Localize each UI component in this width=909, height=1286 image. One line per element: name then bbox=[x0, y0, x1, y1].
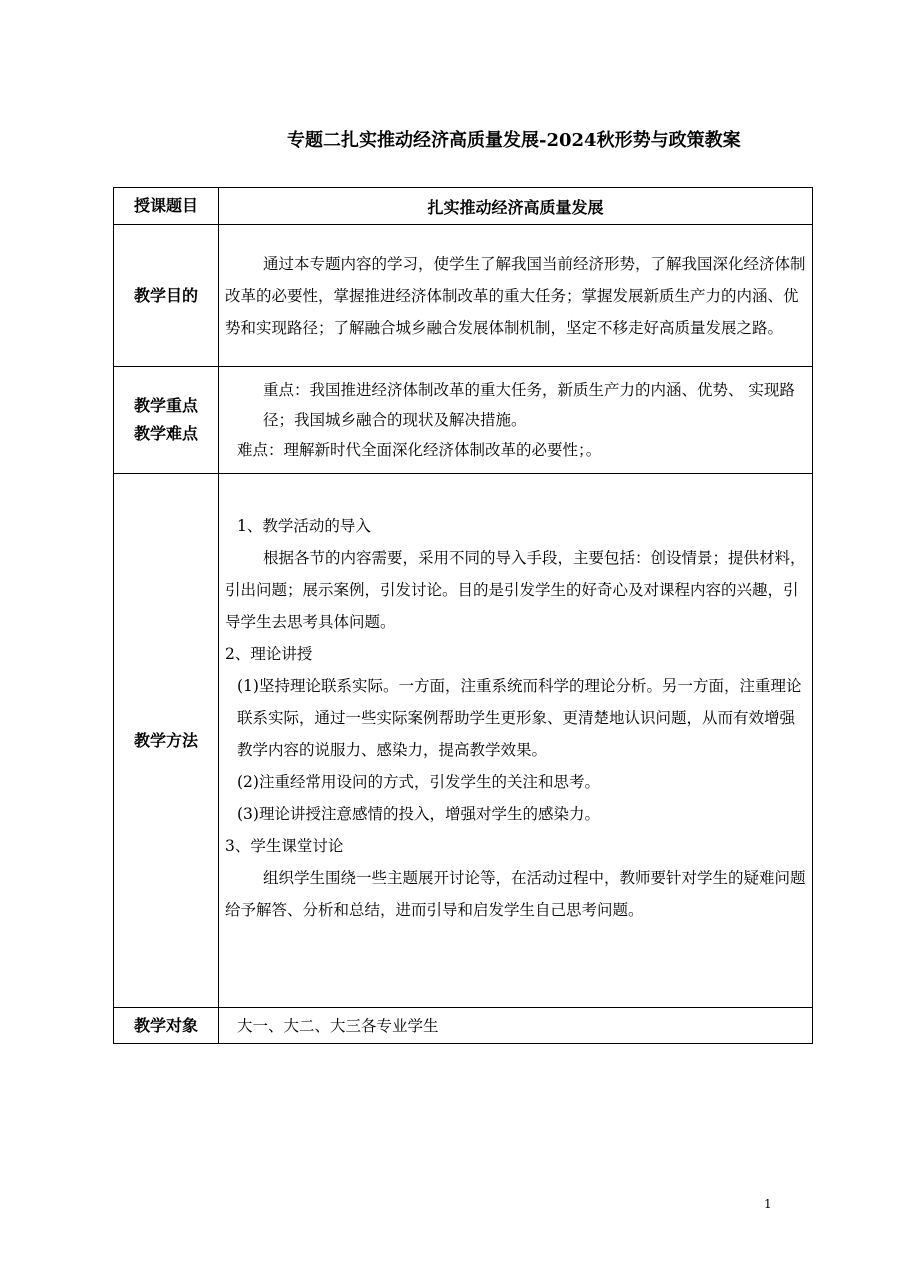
topic-value: 扎实推动经济高质量发展 bbox=[219, 188, 813, 225]
method-text-1: 根据各节的内容需要，采用不同的导入手段，主要包括：创设情景；提供材料，引出问题；展示案例，引发讨论。目的是引发学生的好奇心及对课程内容的兴趣，引导学生去思考具体问题。 bbox=[225, 549, 806, 631]
row-method bbox=[114, 474, 813, 1008]
method-heading-1: 1、教学活动的导入 bbox=[237, 517, 371, 535]
row-key-points bbox=[114, 367, 813, 474]
method-heading-2: 2、理论讲授 bbox=[225, 645, 313, 663]
difficulty-text: 难点：理解新时代全面深化经济体制改革的必要性；。 bbox=[237, 441, 602, 459]
method-item-2: (2)注重经常用设问的方式，引发学生的关注和思考。 bbox=[237, 773, 600, 791]
audience-value: 大一、大二、大三各专业学生 bbox=[219, 1008, 813, 1044]
label-objective: 教学目的 bbox=[114, 225, 219, 367]
key-points-cell bbox=[219, 367, 813, 474]
row-audience bbox=[114, 1008, 813, 1044]
label-difficulty: 教学难点 bbox=[133, 424, 198, 443]
row-topic bbox=[114, 188, 813, 225]
method-item-3: (3)理论讲授注意感情的投入，增强对学生的感染力。 bbox=[237, 805, 600, 823]
method-cell bbox=[219, 474, 813, 1008]
label-audience: 教学对象 bbox=[114, 1008, 219, 1044]
method-item-1: (1)坚持理论联系实际。一方面，注重系统而科学的理论分析。另一方面，注重理论联系实际，通过一些实际案例帮助学生更形象、更清楚地认识问题，从而有效增强教学内容的说服力、感染力，提高教学效果。 bbox=[237, 677, 802, 759]
method-text-3: 组织学生围绕一些主题展开讨论等，在活动过程中，教师要针对学生的疑难问题给予解答、分析和总结，进而引导和启发学生自己思考问题。 bbox=[225, 869, 806, 919]
row-objective bbox=[114, 225, 813, 367]
label-method: 教学方法 bbox=[114, 474, 219, 1008]
objective-text: 通过本专题内容的学习，使学生了解我国当前经济形势，了解我国深化经济体制改革的必要性，掌握推进经济体制改革的重大任务；掌握发展新质生产力的内涵、优势和实现路径；了解融合城乡融合发展体制机制，坚定不移走好高质量发展之路。 bbox=[225, 254, 806, 337]
method-heading-3: 3、学生课堂讨论 bbox=[225, 837, 344, 855]
lesson-plan-table bbox=[113, 187, 813, 1044]
key-points-text: 重点：我国推进经济体制改革的重大任务，新质生产力的内涵、优势、 实现路径；我国城乡融合的现状及解决措施。 bbox=[263, 381, 795, 429]
label-key: 教学重点 bbox=[133, 396, 198, 415]
document-title: 专题二扎实推动经济高质量发展-2024秋形势与政策教案 bbox=[287, 130, 741, 151]
objective-text-cell bbox=[219, 225, 813, 367]
page-number: 1 bbox=[764, 1197, 772, 1211]
label-topic: 授课题目 bbox=[114, 188, 219, 225]
label-key-difficulty bbox=[114, 367, 219, 474]
